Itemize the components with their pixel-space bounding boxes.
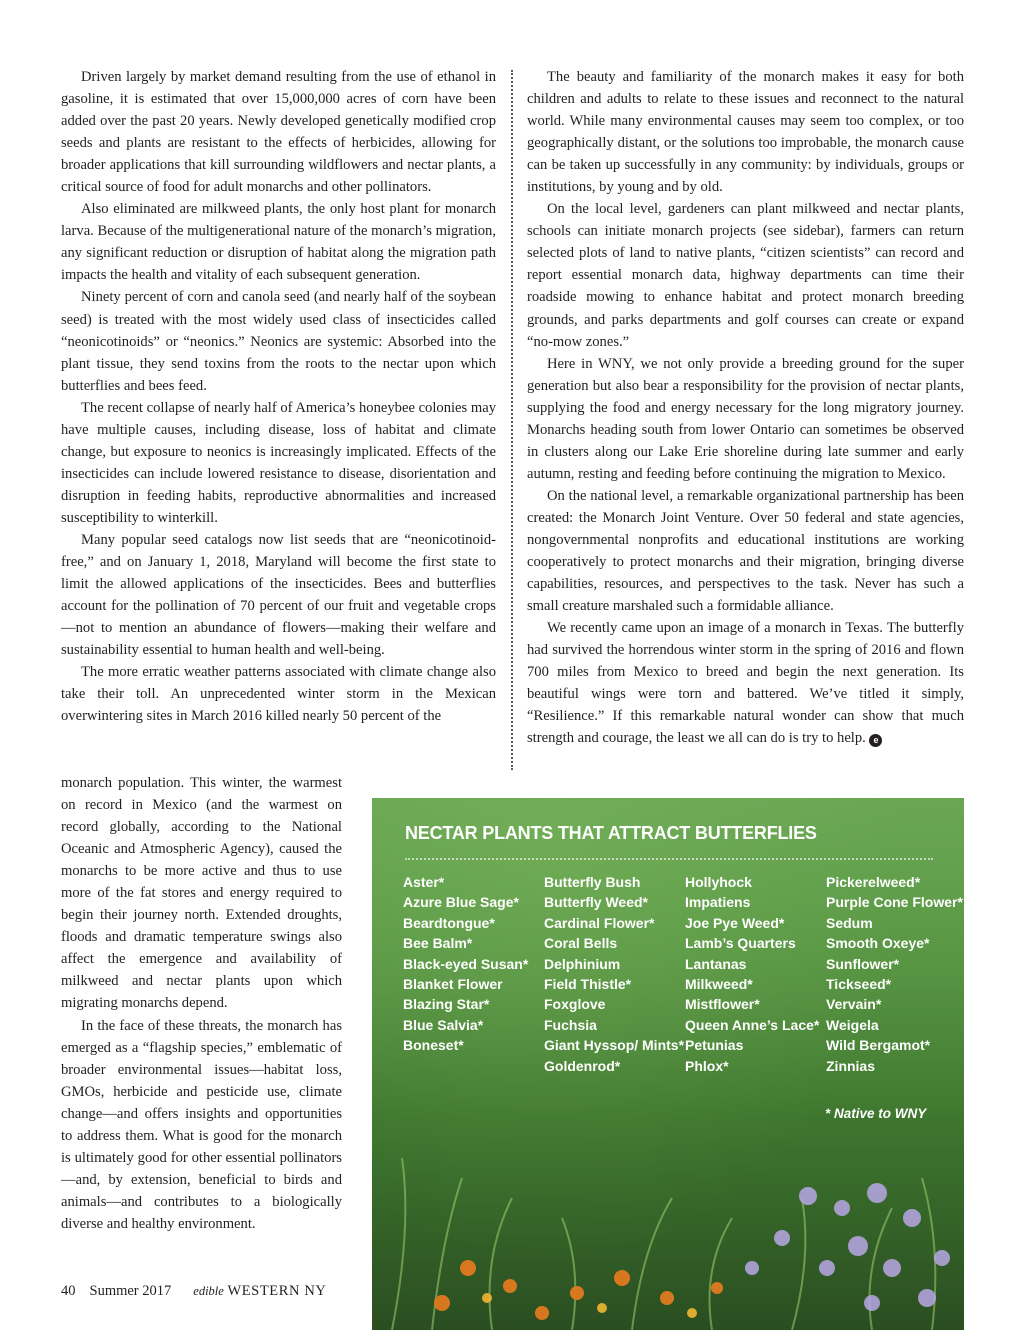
plant-item: Hollyhock bbox=[685, 874, 752, 890]
article-paragraph: In the face of these threats, the monarch has emerged as a “flagship species,” emblematic of broader environmental issues—habitat loss, GMOs, herbicide and pesticide use, climate change—and offers insights and opportunities to address them. What is good for the monarch is ultimately good for other essential pollinators—and, by extension, beneficial to birds and animals—and contributes to a biologically diverse and healthy environment. bbox=[61, 1017, 342, 1232]
plant-item: Zinnias bbox=[826, 1057, 876, 1074]
plant-item: Phlox* bbox=[685, 1057, 729, 1074]
article-paragraph: Driven largely by market demand resulting from the use of ethanol in gasoline, it is estimated that over 15,000,000 acres of corn have been added over the past 20 years. Newly developed genetically modified crop seeds and plants are resistant to the effects of herbicides, allowing for broader applications that kill surrounding wildflowers and nectar plants, a critical source of food for adult monarchs and other pollinators. bbox=[61, 69, 496, 196]
article-paragraph: Many popular seed catalogs now list seeds that are “neonicotinoid-free,” and on January 1, 2018, Maryland will become the first state to limit the allowed applications of the insecticides. Bees and butterflies account for the pollination of 70 percent of our fruit and vegetable crops—not to mention an abundance of flowers—making their welfare and sustainability essential to human health and well-being. bbox=[61, 531, 496, 659]
page-number: 40 bbox=[61, 1283, 76, 1299]
issue-season: Summer 2017 bbox=[89, 1283, 172, 1299]
plant-item: Bee Balm* bbox=[403, 935, 473, 952]
plant-item: Queen Anne’s Lace* bbox=[685, 1016, 820, 1033]
plant-item: Coral Bells bbox=[544, 935, 618, 952]
plant-item: Pickerelweed* bbox=[826, 874, 921, 890]
plant-item: Azure Blue Sage* bbox=[403, 894, 519, 911]
plant-item: Tickseed* bbox=[826, 976, 892, 993]
plant-item: Beardtongue* bbox=[403, 914, 495, 931]
plant-item: Petunias bbox=[685, 1037, 744, 1054]
plant-item: Fuchsia bbox=[544, 1016, 597, 1033]
plant-item: Sunflower* bbox=[826, 955, 900, 972]
plant-item: Mistflower* bbox=[685, 996, 760, 1013]
native-note: * Native to WNY bbox=[825, 1106, 927, 1121]
sidebar-title: NECTAR PLANTS THAT ATTRACT BUTTERFLIES bbox=[405, 823, 817, 843]
plant-item: Smooth Oxeye* bbox=[826, 935, 930, 952]
article-paragraph: Also eliminated are milkweed plants, the only host plant for monarch larva. Because of the multigenerational nature of the monarch’s migration, any significant reduction or disruption of habitat along the migration path impacts the health and vitality of each subsequent generation. bbox=[61, 201, 496, 284]
article-paragraph-last bbox=[527, 617, 964, 749]
plant-item: Butterfly Bush bbox=[544, 874, 641, 890]
article-paragraph: The more erratic weather patterns associated with climate change also take their toll. An unprecedented winter storm in the Mexican overwintering sites in March 2016 killed nearly 50 percent of the bbox=[61, 664, 496, 725]
article-paragraph-continuation: monarch population. This winter, the warmest on record in Mexico (and the warmest on record globally, according to the National Oceanic and Atmospheric Agency), caused the monarchs to be more active and thus to use more of the fat stores and energy required to begin their journey north. Extended droughts, floods and dramatic temperature swings also affect the emergence and availability of milkweed and nectar plants upon which migrating monarchs depend. bbox=[61, 775, 342, 1012]
magazine-brand-name: WESTERN NY bbox=[227, 1283, 327, 1299]
plant-item: Joe Pye Weed* bbox=[685, 914, 785, 931]
article-paragraph: Ninety percent of corn and canola seed (and nearly half of the soybean seed) is treated with the most widely used class of insecticides called “neonicotinoids” or “neonics.” Neonics are systemic: Absorbed into the plant tissue, they send toxins from the roots to the nectar upon which butterflies and bees feed. bbox=[61, 289, 496, 394]
plant-item: Lamb’s Quarters bbox=[685, 935, 796, 952]
plant-column bbox=[403, 872, 544, 1076]
plant-item: Goldenrod* bbox=[544, 1057, 621, 1074]
plant-item: Blazing Star* bbox=[403, 996, 490, 1013]
plant-item: Field Thistle* bbox=[544, 976, 632, 993]
plant-item: Foxglove bbox=[544, 996, 606, 1013]
plant-item: Cardinal Flower* bbox=[544, 914, 655, 931]
magazine-brand-edible: edible bbox=[193, 1284, 224, 1298]
plant-item: Aster* bbox=[403, 874, 445, 890]
plant-item: Black-eyed Susan* bbox=[403, 955, 529, 972]
article-paragraph-text: We recently came upon an image of a monarch in Texas. The butterfly had survived the horrendous winter storm in the spring of 2016 and flown 700 miles from Mexico to breed and begin the next generation. Its beautiful wings were torn and battered. We’ve titled it simply, “Resilience.” If this remarkable natural wonder can show that much strength and courage, the least we all can do is try to help. bbox=[527, 620, 964, 747]
article-paragraph: On the local level, gardeners can plant milkweed and nectar plants, schools can initiate monarch projects (see sidebar), farmers can return selected plots of land to native plants, “citizen scientists” can record and report essential monarch data, highway departments can time their roadside mowing to enhance habitat and protect monarch breeding grounds, and parks departments and golf courses can create or expand “no-mow zones.” bbox=[527, 201, 964, 350]
article-column-left-top bbox=[61, 66, 496, 727]
article-column-left-bottom bbox=[61, 772, 342, 1235]
plant-item: Weigela bbox=[826, 1016, 879, 1033]
article-paragraph: The beauty and familiarity of the monarch makes it easy for both children and adults to relate to these issues and reconnect to the natural world. While many environmental causes may seem too complex, or too geographically distant, or the solutions too improbable, the monarch cause can be taken up successfully in any community: by individuals, groups or institutions, by young and by old. bbox=[527, 69, 964, 196]
column-divider bbox=[511, 70, 513, 770]
article-column-right bbox=[527, 66, 964, 749]
end-mark-icon: e bbox=[869, 734, 882, 747]
article-paragraph: Here in WNY, we not only provide a breeding ground for the super generation but also bear a responsibility for the provision of nectar plants, supplying the food and energy necessary for the long migratory journey. Monarchs heading south from lower Ontario can sometimes be observed in clusters along our Lake Erie shoreline during late summer and early autumn, resting and feeding before continuing the migration to Mexico. bbox=[527, 355, 964, 482]
plant-item: Impatiens bbox=[685, 894, 751, 911]
plant-item: Milkweed* bbox=[685, 976, 753, 993]
article-paragraph: On the national level, a remarkable organizational partnership has been created: the Monarch Joint Venture. Over 50 federal and state agencies, nongovernmental nonprofits and educational institutions are working cooperatively to protect monarchs and their migration, bringing diverse capabilities, resources, and perspectives to the task. Never has such a small creature marshaled such a formidable alliance. bbox=[527, 487, 964, 615]
plant-item: Boneset* bbox=[403, 1037, 464, 1054]
page-footer bbox=[61, 1283, 326, 1300]
sidebar-dotted-rule bbox=[405, 858, 933, 860]
plant-column bbox=[826, 872, 964, 1076]
plant-column bbox=[544, 872, 685, 1076]
nectar-plants-sidebar bbox=[372, 798, 964, 1330]
plant-item: Purple Cone Flower* bbox=[826, 894, 963, 911]
plant-list bbox=[403, 872, 964, 1076]
plant-column bbox=[685, 872, 826, 1076]
plant-item: Blanket Flower bbox=[403, 976, 503, 993]
plant-item: Lantanas bbox=[685, 955, 747, 972]
plant-item: Butterfly Weed* bbox=[544, 894, 648, 911]
plant-item: Vervain* bbox=[826, 996, 882, 1013]
plant-item: Sedum bbox=[826, 914, 873, 931]
article-paragraph: The recent collapse of nearly half of America’s honeybee colonies may have multiple causes, including disease, loss of habitat and climate change, but exposure to neonics is increasingly implicated. Effects of the insecticides can include lowered resistance to disease, disorientation and disruption in feeding habits, reproductive abnormalities and increased susceptibility to winterkill. bbox=[61, 399, 496, 526]
plant-item: Wild Bergamot* bbox=[826, 1037, 931, 1054]
plant-item: Blue Salvia* bbox=[403, 1016, 484, 1033]
plant-item: Giant Hyssop/ Mints* bbox=[544, 1037, 685, 1054]
plant-item: Delphinium bbox=[544, 955, 621, 972]
